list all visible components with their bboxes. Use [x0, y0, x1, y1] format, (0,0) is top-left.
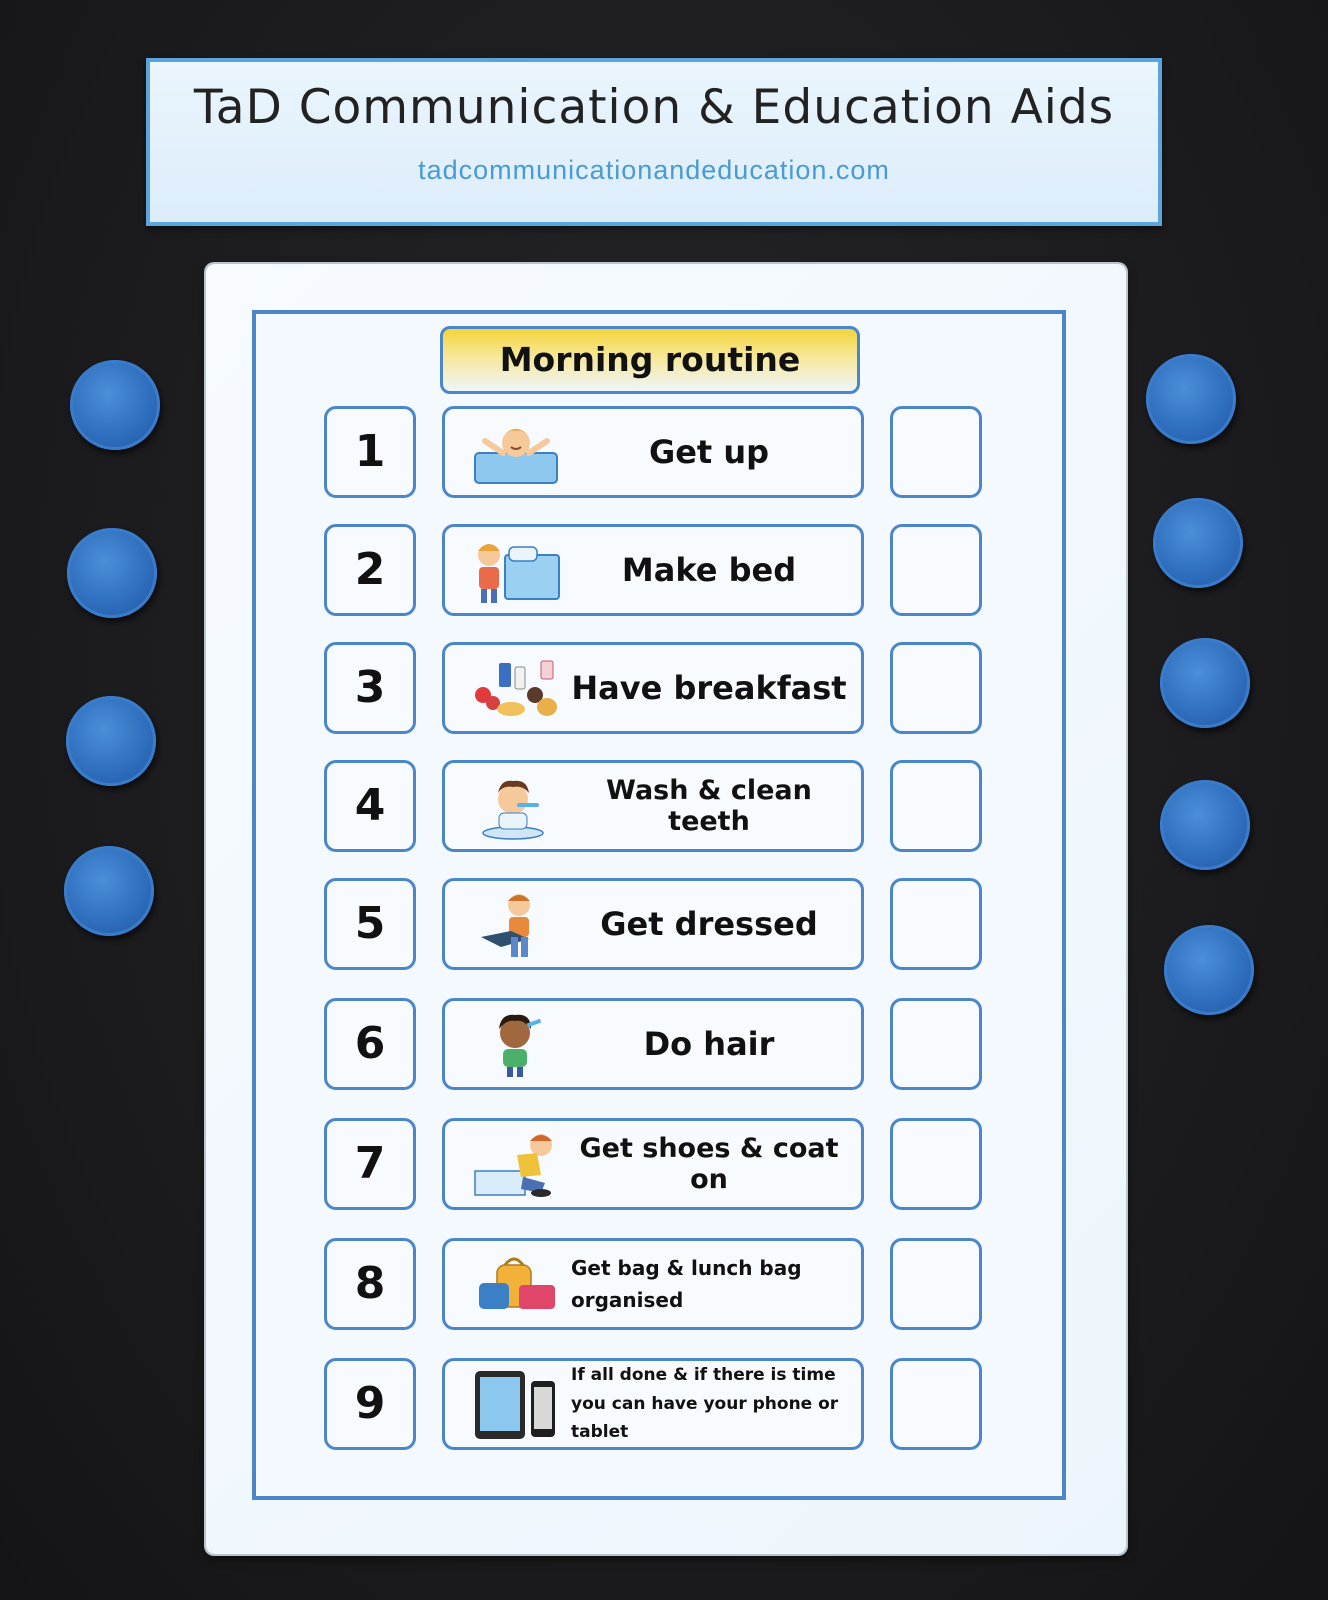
task-card — [442, 642, 864, 734]
brushing-teeth-icon — [471, 773, 561, 841]
task-row — [324, 998, 994, 1094]
magnet-token[interactable] — [1153, 498, 1243, 588]
magnet-token[interactable] — [67, 528, 157, 618]
step-number: 8 — [324, 1238, 416, 1330]
step-number: 6 — [324, 998, 416, 1090]
done-checkbox[interactable] — [890, 642, 982, 734]
task-row — [324, 878, 994, 974]
magnet-token[interactable] — [1160, 780, 1250, 870]
tablet-and-phone-icon — [471, 1371, 561, 1439]
combing-hair-icon — [471, 1011, 561, 1079]
step-number: 9 — [324, 1358, 416, 1450]
step-number: 2 — [324, 524, 416, 616]
magnet-token[interactable] — [70, 360, 160, 450]
magnet-token[interactable] — [66, 696, 156, 786]
breakfast-food-icon — [471, 655, 561, 723]
task-card — [442, 760, 864, 852]
task-label: Get dressed — [600, 904, 818, 943]
done-checkbox[interactable] — [890, 1358, 982, 1450]
task-row — [324, 642, 994, 738]
school-bag-icon — [471, 1251, 561, 1319]
step-number: 1 — [324, 406, 416, 498]
task-label: Get bag & lunch bag organised — [571, 1256, 802, 1312]
task-row — [324, 524, 994, 620]
done-checkbox[interactable] — [890, 998, 982, 1090]
task-card — [442, 406, 864, 498]
magnet-token[interactable] — [1146, 354, 1236, 444]
task-label: If all done & if there is time you can have your phone or tablet — [571, 1364, 839, 1443]
step-number: 5 — [324, 878, 416, 970]
task-row — [324, 1238, 994, 1334]
laminated-sleeve — [206, 264, 1126, 1554]
task-label: Make bed — [621, 550, 797, 589]
task-label: Do hair — [643, 1024, 775, 1063]
step-number: 7 — [324, 1118, 416, 1210]
done-checkbox[interactable] — [890, 1238, 982, 1330]
done-checkbox[interactable] — [890, 406, 982, 498]
magnet-token[interactable] — [1160, 638, 1250, 728]
task-card — [442, 1118, 864, 1210]
task-card — [442, 1358, 864, 1450]
task-row — [324, 1118, 994, 1214]
task-card — [442, 524, 864, 616]
task-card — [442, 878, 864, 970]
step-number: 3 — [324, 642, 416, 734]
making-bed-icon — [471, 537, 561, 605]
getting-dressed-icon — [471, 891, 561, 959]
task-label: Wash & clean teeth — [606, 774, 812, 837]
magnet-token[interactable] — [1164, 925, 1254, 1015]
magnet-token[interactable] — [64, 846, 154, 936]
done-checkbox[interactable] — [890, 878, 982, 970]
task-row — [324, 760, 994, 856]
task-label: Get shoes & coat on — [579, 1132, 839, 1195]
done-checkbox[interactable] — [890, 1118, 982, 1210]
board-title: Morning routine — [440, 326, 860, 394]
task-row — [324, 1358, 994, 1454]
banner-url: tadcommunicationandeducation.com — [418, 155, 890, 185]
task-card — [442, 998, 864, 1090]
done-checkbox[interactable] — [890, 760, 982, 852]
routine-board — [252, 310, 1066, 1500]
child-in-bed-icon — [471, 419, 561, 487]
done-checkbox[interactable] — [890, 524, 982, 616]
task-row — [324, 406, 994, 502]
brand-banner — [146, 58, 1162, 226]
task-card — [442, 1238, 864, 1330]
task-label: Get up — [648, 432, 770, 471]
step-number: 4 — [324, 760, 416, 852]
banner-title: TaD Communication & Education Aids — [193, 80, 1115, 135]
putting-on-shoes-icon — [471, 1131, 561, 1199]
task-label: Have breakfast — [571, 668, 847, 707]
